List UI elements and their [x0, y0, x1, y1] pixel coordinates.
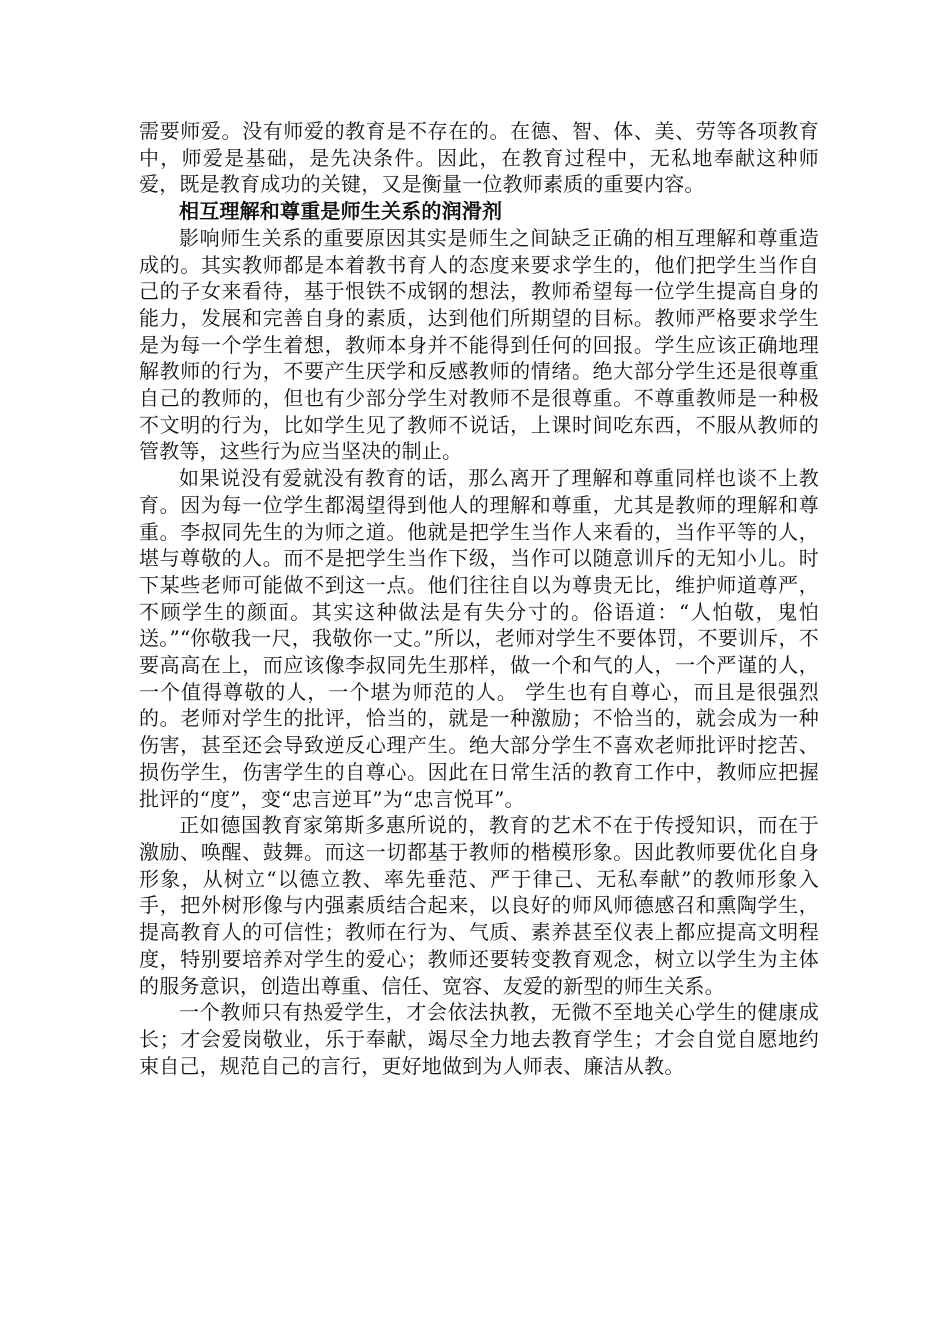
section-heading: 相互理解和尊重是师生关系的润滑剂: [179, 199, 503, 224]
document-body: [139, 118, 819, 1079]
paragraph-li-shutong: 如果说没有爱就没有教育的话，那么离开了理解和尊重同样也谈不上教育。因为每一位学生都渴望得到他人的理解和尊重，尤其是教师的理解和尊重。李叔同先生的为师之道。他就是把学生当作人来看的，当作平等的人，堪与尊敬的人。而不是把学生当作下级，当作可以随意训斥的无知小儿。时下某些老师可能做不到这一点。他们往往自以为尊贵无比，维护师道尊严，不顾学生的颜面。其实这种做法是有失分寸的。俗语道：“人怕敬，鬼怕送。”“你敬我一尺，我敬你一丈。”所以，老师对学生不要体罚，不要训斥，不要高高在上，而应该像李叔同先生那样，做一个和气的人，一个严谨的人，一个值得尊敬的人，一个堪为师范的人。 学生也有自尊心，而且是很强烈的。老师对学生的批评，恰当的，就是一种激励；不恰当的，就会成为一种伤害，甚至还会导致逆反心理产生。绝大部分学生不喜欢老师批评时挖苦、损伤学生，伤害学生的自尊心。因此在日常生活的教育工作中，教师应把握批评的“度”，变“忠言逆耳”为“忠言悦耳”。: [139, 466, 819, 811]
paragraph-teacher-image: 正如德国教育家第斯多惠所说的，教育的艺术不在于传授知识，而在于激励、唤醒、鼓舞。而这一切都基于教师的楷模形象。因此教师要优化自身形象，从树立“以德立教、率先垂范、严于律己、无私奉献”的教师形象入手，把外树形像与内强素质结合起来，以良好的师风师德感召和熏陶学生，提高教育人的可信性；教师在行为、气质、素养甚至仪表上都应提高文明程度，特别要培养对学生的爱心；教师还要转变教育观念，树立以学生为主体的服务意识，创造出尊重、信任、宽容、友爱的新型的师生关系。: [139, 813, 819, 998]
paragraph-continuation: 需要师爱。没有师爱的教育是不存在的。在德、智、体、美、劳等各项教育中，师爱是基础，是先决条件。因此，在教育过程中，无私地奉献这种师爱，既是教育成功的关键，又是衡量一位教师素质的重要内容。: [139, 119, 819, 197]
paragraph-love-students: 一个教师只有热爱学生，才会依法执教，无微不至地关心学生的健康成长；才会爱岗敬业，乐于奉献，竭尽全力地去教育学生；才会自觉自愿地约束自己，规范自己的言行，更好地做到为人师表、廉洁从教。: [139, 1000, 819, 1078]
paragraph-understanding-respect: 影响师生关系的重要原因其实是师生之间缺乏正确的相互理解和尊重造成的。其实教师都是本着教书育人的态度来要求学生的，他们把学生当作自己的子女来看待，基于恨铁不成钢的想法，教师希望每一位学生提高自身的能力，发展和完善自身的素质，达到他们所期望的目标。教师严格要求学生是为每一个学生着想，教师本身并不能得到任何的回报。学生应该正确地理解教师的行为，不要产生厌学和反感教师的情绪。绝大部分学生还是很尊重自己的教师的，但也有少部分学生对教师不是很尊重。不尊重教师是一种极不文明的行为，比如学生见了教师不说话，上课时间吃东西，不服从教师的管教等，这些行为应当坚决的制止。: [139, 225, 819, 464]
